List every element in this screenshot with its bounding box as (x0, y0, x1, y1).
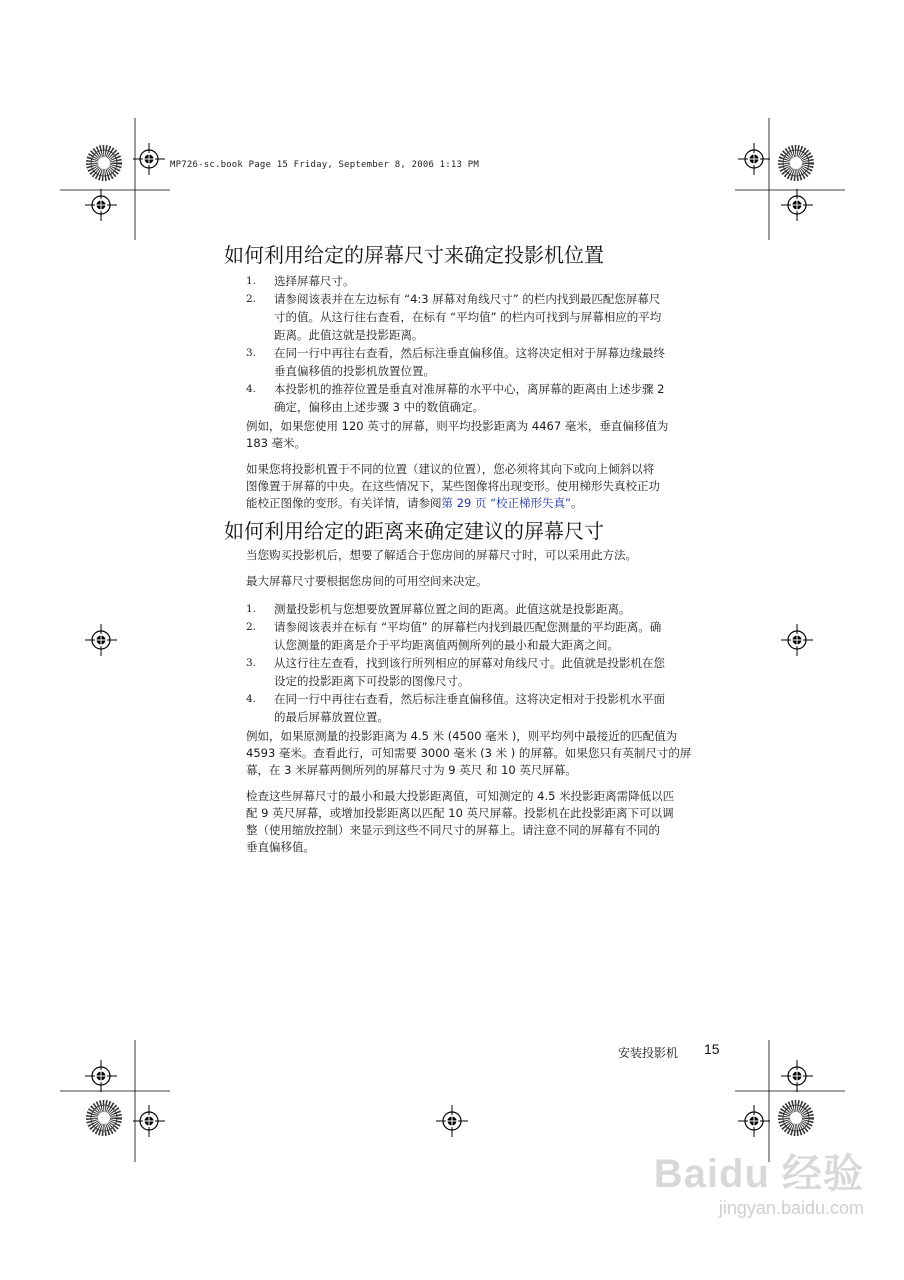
list-item: 1. 选择屏幕尺寸。 (246, 274, 355, 288)
step-number: 2. (246, 293, 257, 305)
list-item: 3. 从这行往左查看，找到该行所列相应的屏幕对角线尺寸。此值就是投影机在您 设定的投影距离下可投影的图像尺寸。 (246, 656, 665, 688)
list-item: 2. 请参阅该表并在标有 “平均值” 的屏幕栏内找到最匹配您测量的平均距离。确 认您测量的距离是介于平均距离值两侧所列的最小和最大距离之间。 (246, 620, 662, 652)
step-number: 3. (246, 657, 257, 669)
watermark (654, 1152, 864, 1219)
print-header: MP726-sc.book Page 15 Friday, September 8, 2006 1:13 PM (170, 160, 480, 170)
section-title: 如何利用给定的距离来确定建议的屏幕尺寸 (224, 519, 604, 543)
step-list (246, 272, 720, 416)
example-paragraph: 例如，如果您使用 120 英寸的屏幕，则平均投影距离为 4467 毫米，垂直偏移值为 183 毫米。 (246, 419, 669, 450)
page-number: 15 (704, 1041, 720, 1057)
step-number: 4. (246, 383, 257, 395)
intro-paragraph: 当您购买投影机后，想要了解适合于您房间的屏幕尺寸时，可以采用此方法。 (246, 548, 637, 562)
step-number: 4. (246, 693, 257, 705)
step-number: 3. (246, 347, 257, 359)
page-content (224, 240, 720, 856)
watermark-url: jingyan.baidu.com (718, 1198, 864, 1218)
list-item: 2. 请参阅该表并在左边标有 “4:3 屏幕对角线尺寸” 的栏内找到最匹配您屏幕尺 寸的值。从这行往右查看，在标有 “平均值” 的栏内可找到与屏幕相应的平均 距离。此值这就是投影距离。 (246, 292, 662, 342)
section-title: 如何利用给定的屏幕尺寸来确定投影机位置 (224, 243, 604, 267)
note-paragraph: 如果您将投影机置于不同的位置（建议的位置），您必须将其向下或向上倾斜以将 图像置于屏幕的中央。在这些情况下，某些图像将出现变形。使用梯形失真校正功 能校正图像的变形。有关详情，请参阅第 29 页 “校正梯形失真”。 (246, 462, 660, 510)
closing-paragraph: 检查这些屏幕尺寸的最小和最大投影距离值，可知测定的 4.5 米投影距离需降低以匹 配 9 英尺屏幕，或增加投影距离以匹配 10 英尺屏幕。投影机在此投影距离下可以调 整（使用缩放控制）来显示到这些不同尺寸的屏幕上。请注意不同的屏幕有不同的 垂直偏移值。 (246, 789, 675, 854)
list-item: 4. 本投影机的推荐位置是垂直对准屏幕的水平中心，离屏幕的距离由上述步骤 2 确定，偏移由上述步骤 3 中的数值确定。 (246, 382, 665, 414)
keystone-link[interactable]: 第 29 页 “校正梯形失真” (441, 496, 572, 510)
footer-label: 安装投影机 (618, 1046, 679, 1060)
example-paragraph: 例如，如果原测量的投影距离为 4.5 米 (4500 毫米 )，则平均列中最接近的匹配值为 4593 毫米。查看此行，可知需要 3000 毫米 (3 米 ) 的屏幕。如果您只有英制尺寸的屏 幕，在 3 米屏幕两侧所列的屏幕尺寸为 9 英尺 和 10 英尺屏幕。 (246, 729, 692, 777)
step-number: 1. (246, 603, 257, 615)
list-item: 1. 测量投影机与您想要放置屏幕位置之间的距离。此值这就是投影距离。 (246, 602, 631, 616)
step-number: 1. (246, 275, 257, 287)
step-number: 2. (246, 621, 257, 633)
intro-paragraph: 最大屏幕尺寸要根据您房间的可用空间来决定。 (246, 574, 488, 588)
list-item: 4. 在同一行中再往右查看，然后标注垂直偏移值。这将决定相对于投影机水平面 的最后屏幕放置位置。 (246, 692, 665, 724)
list-item: 3. 在同一行中再往右查看，然后标注垂直偏移值。这将决定相对于屏幕边缘最终 垂直偏移值的投影机放置位置。 (246, 346, 665, 378)
watermark-logo: Baidu 经验 (653, 1152, 864, 1196)
step-list (246, 600, 720, 726)
